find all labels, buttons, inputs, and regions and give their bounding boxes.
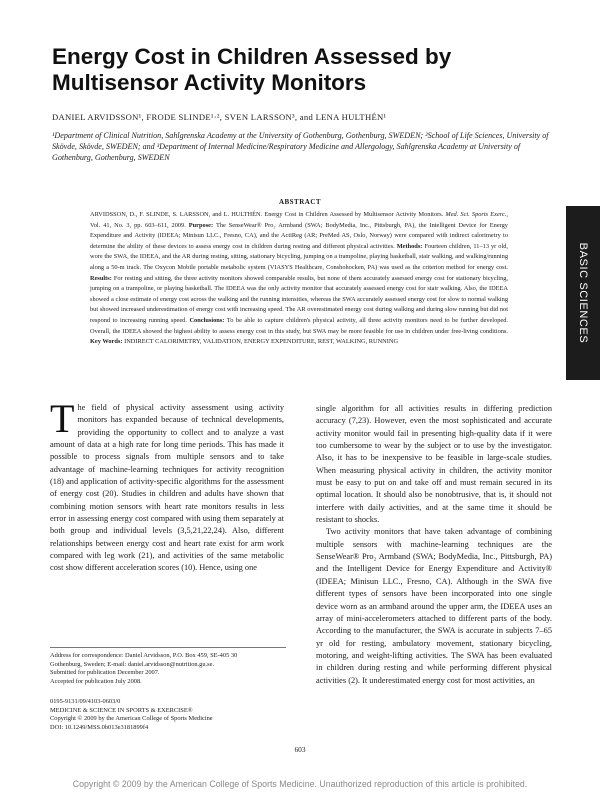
doi-line: DOI: 10.1249/MSS.0b013e3181899f4 (50, 723, 149, 731)
body-paragraph: Two activity monitors that have taken advantage of combining multiple sensors with machine-learning techniques are the SenseWear® Pro₂ Armband (SWA; BodyMedia, Inc., Pittsburgh, PA) and the Intelligent Device for Energy Expenditure and Activity® (IDEEA; Minisun LLC., Fresno, CA). Although in the SWA five different types of sensors have been incorporated into one single device worn as an armband around the upper arm, the IDEEA uses an array of mini-accelerometers attached to different parts of the body. According to the manufacturer, the SWA is accurate in subjects 7–65 yr old for resting, ambulatory movement, stationary bicycling, motoring, and weight-lifting activities. The SWA has been evaluated in children during resting and while performing different physical activities (2). It underestimated energy cost for most activities, an (316, 527, 552, 685)
abstract-heading: ABSTRACT (278, 198, 322, 206)
footnote-divider (50, 647, 286, 648)
body-column-left (50, 396, 284, 575)
submitted-date: Submitted for publication December 2007. (50, 669, 160, 677)
issn-code: 0195-9131/09/4103-0603/0 (50, 698, 121, 705)
methods-label: Methods: (396, 242, 423, 250)
publication-info (50, 698, 286, 732)
intro-paragraph (50, 396, 284, 575)
conclusions-text: To be able to capture children's physical activity, all three activity monitors need to be further developed. Overall, the IDEEA showed the highest ability to assess energy cost in this study, but SWA may be more feasible for use in children under free-living conditions. (90, 316, 508, 335)
intro-text: he field of physical activity assessment using activity monitors has expanded because of technical developments, providing the opportunity to collect and to analyze a vast amount of data at a high rate for long time periods. This has made it possible to process signals from multiple sensors and to take advantage of machine-learning techniques for activity recognition (18) and application of activity-specific algorithms for the assessment of energy cost (20). Studies in children and adults have shown that combining motion sensors with heart rate monitors results in less error in assessing energy cost compared with using them separately at both group and individual levels (3,5,21,22,24). Also, different relationships between energy cost and heart rate exist for arm work compared with leg work (21), and activities of the same metabolic cost show different acceleration scores (10). Hence, using one (50, 403, 284, 573)
results-label: Results: (90, 274, 112, 282)
correspondence-email: Gothenburg, Sweden; E-mail: daniel.arvidsson@nutrition.gu.se. (50, 660, 215, 668)
copyright-line: Copyright © 2009 by the American College of Sports Medicine (50, 715, 213, 723)
body-paragraph-continued: single algorithm for all activities results in differing prediction accuracy (7,23). However, even the most sophisticated and accurate activity monitor would fail in presenting high-quality data if it were too cumbersome to wear by the subject or to use by the investigator. Also, it has to be inexpensive to be feasible in large-scale studies. When measuring physical activity in children, the activity monitor must be easy to put on and take off and must remain secured in its optimal location. It should also be nonobtrusive, that is, it should not interfere with daily activities, and at the same time it should be resistant to shocks. (316, 404, 552, 525)
abstract-body (90, 210, 508, 348)
article-title: Energy Cost in Children Assessed by Multisensor Activity Monitors (52, 44, 452, 95)
conclusions-label: Conclusions: (189, 316, 225, 324)
journal-reference: Med. Sci. Sports Exerc. (445, 211, 507, 218)
purpose-text: The SenseWear® Pro₂ Armband (SWA; BodyMedia, Inc., Pittsburgh, PA), the Intelligent Device for Energy Expenditure and Activity (IDEEA; Minisun LLC., Fresno, CA), and the ActiReg (AR; PreMed AS, Oslo, Norway) were compared with indirect calorimetry to determine the ability of these devices to assess energy cost in children during resting and different physical activities. (90, 221, 508, 250)
section-tab-label: BASIC SCIENCES (577, 242, 589, 344)
keywords-text: INDIRECT CALORIMETRY, VALIDATION, ENERGY EXPENDITURE, REST, WALKING, RUNNING (124, 338, 399, 346)
results-text: For resting and sitting, the three activity monitors showed comparable results, but none of them accurately assessed energy cost for stationary bicycling, jumping on a trampoline, or playing basketball. The IDEEA was the only activity monitor that accurately assessed energy cost for stair walking. Also, the IDEEA showed a close estimate of energy cost across the walking and the running intensities, whereas the SWA accurately assessed energy cost for slow to normal walking but showed increased underestimation of energy cost with increasing speed. The AR overestimated energy cost during walking and during slow running but did not respond to increasing running speed. (90, 274, 509, 324)
body-column-right (316, 403, 552, 687)
abstract-citation: ARVIDSSON, D., F. SLINDE, S. LARSSON, and L. HULTHÉN. Energy Cost in Children Assessed by Multisensor Activity Monitors. (90, 211, 444, 218)
purpose-label: Purpose: (188, 221, 214, 229)
keywords-label: Key Words: (90, 338, 123, 346)
methods-text: Fourteen children, 11–13 yr old, wore the SWA, the IDEEA, and the AR during resting, sitting, stationary bicycling, jumping on a trampoline, playing basketball, stair walking, and walking/running along a 50-m track. The Oxycon Mobile portable metabolic system (VIASYS Healthcare, Conshohocken, PA) was used as the criterion method for energy cost. (90, 242, 508, 271)
journal-name: MEDICINE & SCIENCE IN SPORTS & EXERCISE® (50, 706, 193, 714)
accepted-date: Accepted for publication July 2008. (50, 677, 142, 685)
author-list: DANIEL ARVIDSSON¹, FRODE SLINDE¹·², SVEN LARSSON³, and LENA HULTHÉN¹ (52, 112, 387, 122)
correspondence-address: Address for correspondence: Daniel Arvidsson, P.O. Box 459, SE-405 30 (50, 652, 238, 659)
drop-cap: T (50, 396, 75, 441)
affiliations: ¹Department of Clinical Nutrition, Sahlgrenska Academy at the University of Gothenburg, Gothenburg, SWEDEN; ²School of Life Sciences, University of Skövde, Skövde, SWEDEN; and ³Department of Internal Medicine/Respiratory Medicine and Allergology, Sahlgrenska Academy at University of Gothenburg, Gothenburg, SWEDEN (52, 131, 549, 162)
journal-reference-tail: , Vol. 41, No. 3, pp. 603–611, 2009. (90, 211, 508, 229)
page-number: 603 (294, 745, 306, 754)
copyright-footer: Copyright © 2009 by the American College of Sports Medicine. Unauthorized reproduction of this article is prohibited. (72, 779, 528, 789)
correspondence-note (50, 652, 286, 686)
